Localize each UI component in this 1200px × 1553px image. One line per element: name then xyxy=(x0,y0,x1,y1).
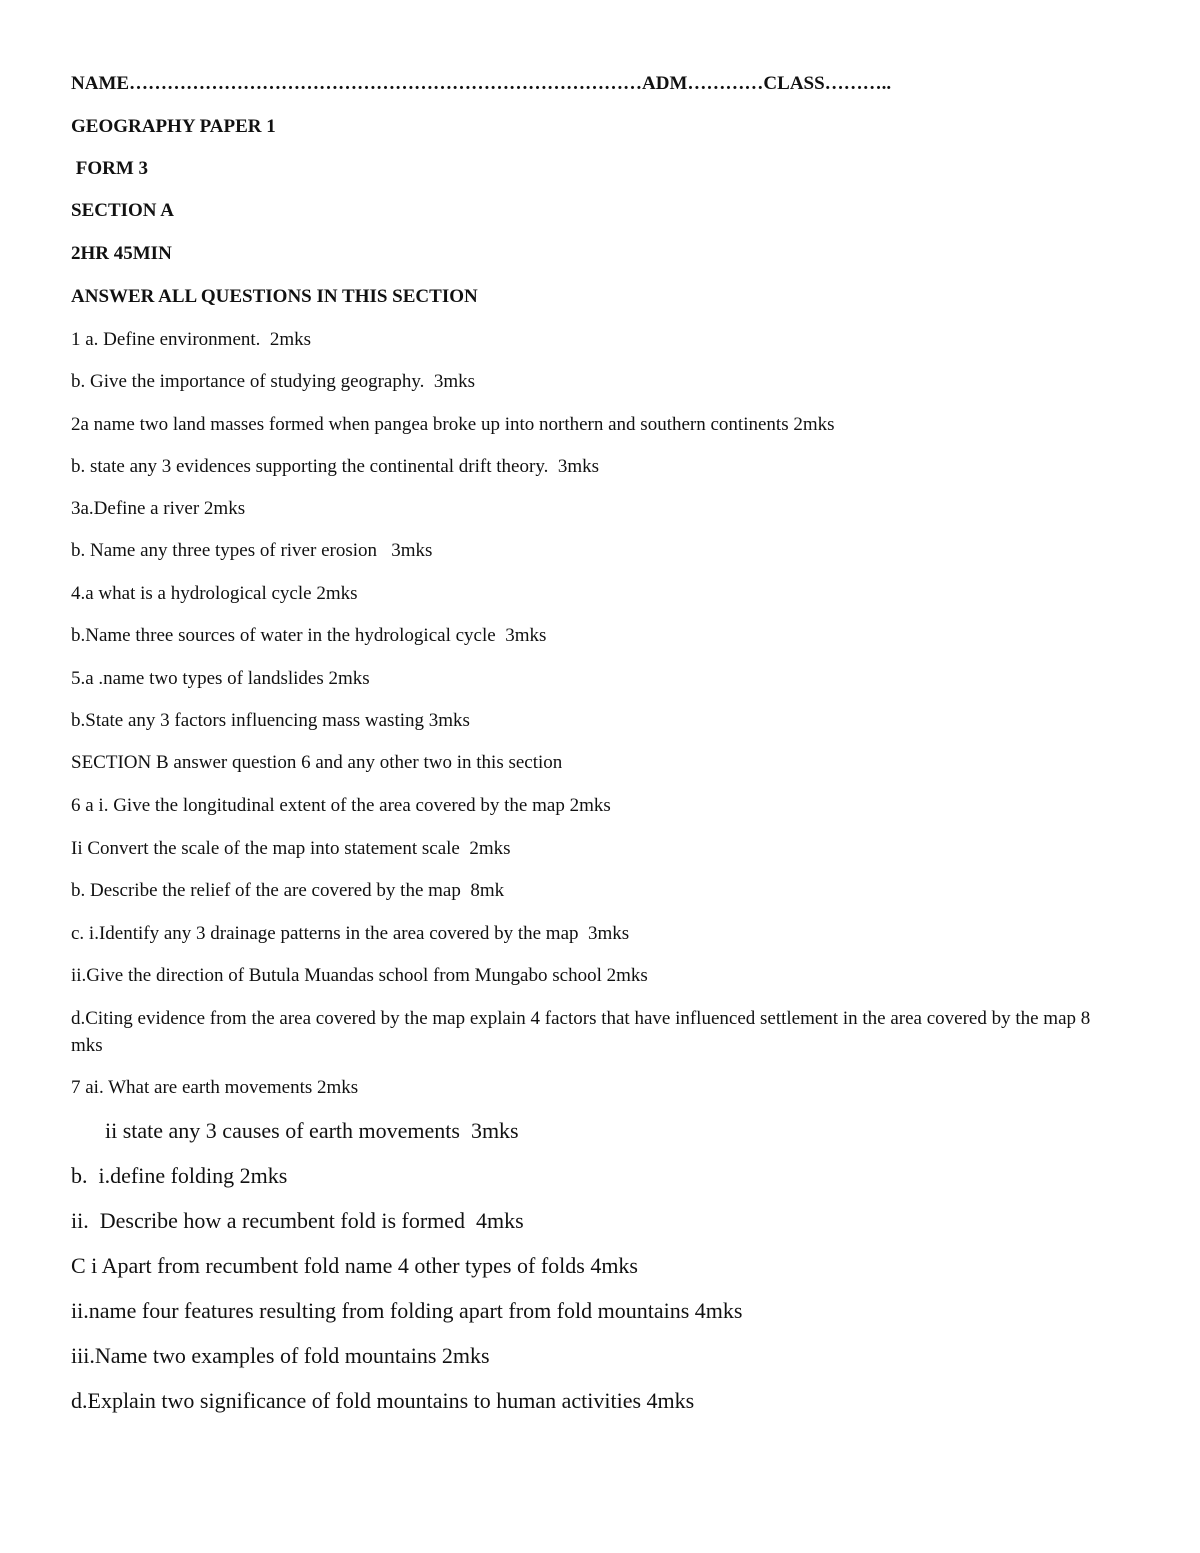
question-7c-iii: iii.Name two examples of fold mountains 2mks xyxy=(71,1343,490,1368)
question-6c-ii: ii.Give the direction of Butula Muandas school from Mungabo school 2mks xyxy=(71,965,648,986)
question-7d: d.Explain two significance of fold mountains to human activities 4mks xyxy=(71,1388,695,1413)
question-6b: b. Describe the relief of the are covered by the map 8mk xyxy=(71,880,505,901)
question-5b: b.State any 3 factors influencing mass wasting 3mks xyxy=(71,710,470,731)
question-1a: 1 a. Define environment. 2mks xyxy=(71,329,312,350)
question-1b: b. Give the importance of studying geography. 3mks xyxy=(71,371,476,392)
question-6a-ii: Ii Convert the scale of the map into statement scale 2mks xyxy=(71,838,511,859)
question-7a-ii: ii state any 3 causes of earth movements 3mks xyxy=(105,1118,519,1143)
question-2a: 2a name two land masses formed when pangea broke up into northern and southern continents 2mks xyxy=(71,414,835,435)
question-7b-i: b. i.define folding 2mks xyxy=(71,1163,288,1188)
question-7c-ii: ii.name four features resulting from folding apart from fold mountains 4mks xyxy=(71,1298,743,1323)
question-6d: d.Citing evidence from the area covered by the map explain 4 factors that have influenced settlement in the area covered by the map 8 mks xyxy=(71,1008,1091,1056)
question-6a-i: 6 a i. Give the longitudinal extent of the area covered by the map 2mks xyxy=(71,795,611,816)
question-7c-i: C i Apart from recumbent fold name 4 other types of folds 4mks xyxy=(71,1253,638,1278)
instruction-text: ANSWER ALL QUESTIONS IN THIS SECTION xyxy=(71,286,478,307)
question-2b: b. state any 3 evidences supporting the continental drift theory. 3mks xyxy=(71,456,600,477)
duration-label: 2HR 45MIN xyxy=(71,243,172,264)
paper-title: GEOGRAPHY PAPER 1 xyxy=(71,116,276,137)
question-4b: b.Name three sources of water in the hydrological cycle 3mks xyxy=(71,625,547,646)
question-3b: b. Name any three types of river erosion 3mks xyxy=(71,540,433,561)
question-5a: 5.a .name two types of landslides 2mks xyxy=(71,668,370,689)
section-a-heading: SECTION A xyxy=(71,200,174,221)
question-4a: 4.a what is a hydrological cycle 2mks xyxy=(71,583,358,604)
question-7a-i: 7 ai. What are earth movements 2mks xyxy=(71,1077,359,1098)
name-adm-class-line: NAME………………………………………………………………………ADM…………CLASS……….. xyxy=(71,73,892,94)
section-b-heading: SECTION B answer question 6 and any other two in this section xyxy=(71,752,563,773)
question-6c-i: c. i.Identify any 3 drainage patterns in the area covered by the map 3mks xyxy=(71,923,630,944)
question-7b-ii: ii. Describe how a recumbent fold is formed 4mks xyxy=(71,1208,524,1233)
form-label: FORM 3 xyxy=(71,158,149,179)
question-3a: 3a.Define a river 2mks xyxy=(71,498,246,519)
